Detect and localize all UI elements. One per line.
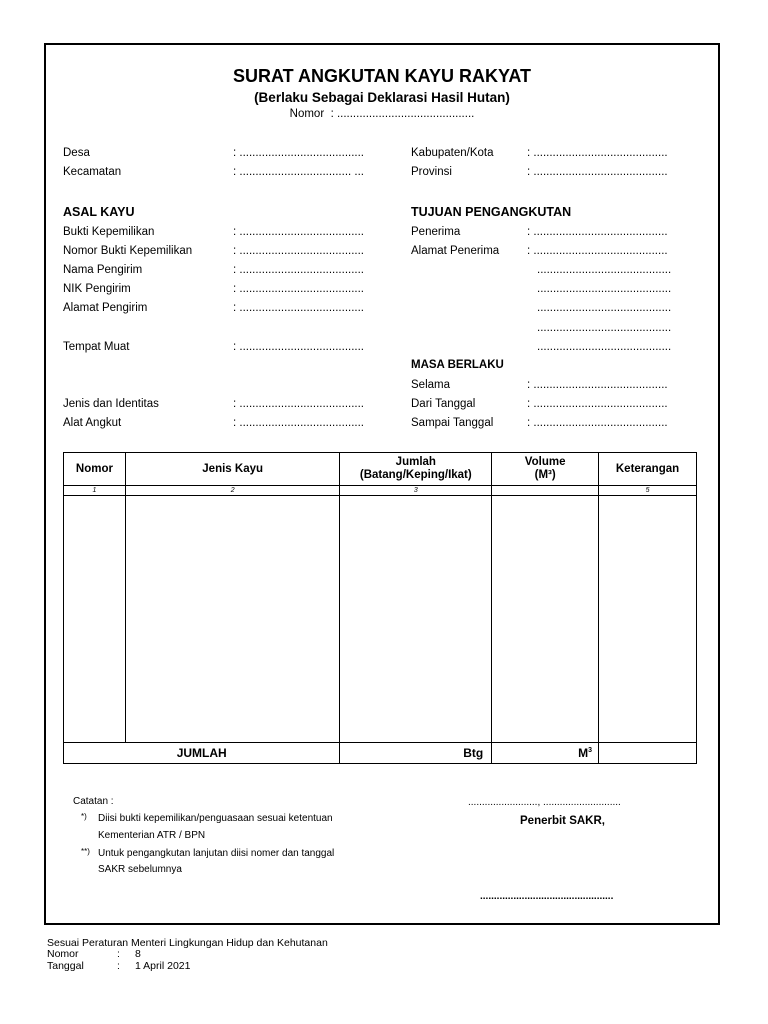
footer-nomor-colon: : (117, 948, 120, 960)
jenis-identitas-label: Jenis dan Identitas (63, 398, 159, 410)
cell-jenis-kayu[interactable] (125, 496, 339, 743)
cell-jumlah[interactable] (340, 496, 492, 743)
alat-angkut-field: : ....................................... (233, 417, 364, 429)
nik-pengirim-field: : ....................................... (233, 283, 364, 295)
bukti-kepemilikan-field: : ....................................... (233, 226, 364, 238)
note-1-line-2: Kementerian ATR / BPN (98, 830, 206, 841)
alamat-penerima-cont-1: .......................................... (537, 264, 672, 276)
note-2-line-1: Untuk pengangkutan lanjutan diisi nomer dan tanggal (98, 848, 335, 859)
tempat-muat-field: : ....................................... (233, 341, 364, 353)
signature-line: ................................................ (480, 891, 614, 902)
cell-volume[interactable] (492, 496, 599, 743)
alamat-pengirim-field: : ....................................... (233, 302, 364, 314)
col-header-volume-line1: Volume (524, 456, 566, 468)
desa-field: : ....................................... (233, 147, 364, 159)
penerima-field: : .......................................... (527, 226, 668, 238)
masa-berlaku-heading: MASA BERLAKU (411, 359, 504, 371)
form-title: SURAT ANGKUTAN KAYU RAKYAT (232, 66, 531, 86)
col-number-3: 3 (340, 486, 492, 496)
tujuan-heading: TUJUAN PENGANGKUTAN (411, 205, 572, 219)
alat-angkut-label: Alat Angkut (63, 417, 122, 429)
place-date-field: ........................., ............................ (468, 797, 621, 808)
note-1-line-1: Diisi bukti kepemilikan/penguasaan sesuai ketentuan (98, 813, 333, 824)
kecamatan-label: Kecamatan (63, 166, 122, 178)
jenis-identitas-field: : ....................................... (233, 398, 364, 410)
col-header-jumlah (340, 453, 492, 486)
selama-field: : .......................................... (527, 379, 668, 391)
total-label: JUMLAH (64, 743, 340, 764)
total-keterangan (599, 743, 697, 764)
alamat-penerima-cont-5: .......................................... (537, 341, 672, 353)
alamat-penerima-cont-2: .......................................... (537, 283, 672, 295)
total-volume-unit (492, 743, 599, 764)
asal-kayu-heading: ASAL KAYU (63, 205, 135, 219)
catatan-label: Catatan : (73, 796, 114, 807)
cell-keterangan[interactable] (599, 496, 697, 743)
col-header-nomor: Nomor (64, 453, 126, 486)
col-number-4 (492, 486, 599, 496)
bukti-kepemilikan-label: Bukti Kepemilikan (63, 226, 155, 238)
nomor-bukti-field: : ....................................... (233, 245, 364, 257)
form-number-label: Nomor (289, 108, 325, 120)
col-header-volume-line2: (M³) (534, 469, 556, 481)
nik-pengirim-label: NIK Pengirim (63, 283, 131, 295)
items-table (63, 452, 697, 764)
sampai-tanggal-field: : .......................................... (527, 417, 668, 429)
issuer-label: Penerbit SAKR, (520, 815, 605, 827)
alamat-pengirim-label: Alamat Pengirim (63, 302, 148, 314)
footer-nomor-label: Nomor (47, 948, 79, 960)
note-marker-2: **) (81, 847, 90, 856)
col-header-jenis-kayu: Jenis Kayu (125, 453, 339, 486)
kabupaten-field: : .......................................... (527, 147, 668, 159)
dari-tanggal-label: Dari Tanggal (411, 398, 476, 410)
col-number-1: 1 (64, 486, 126, 496)
footer-tanggal-value: 1 April 2021 (135, 960, 191, 972)
alamat-penerima-cont-4: .......................................... (537, 322, 672, 334)
footer-nomor-value: 8 (135, 948, 141, 960)
column-number-row (64, 486, 697, 496)
dari-tanggal-field: : .......................................... (527, 398, 668, 410)
total-m-unit: M (578, 746, 589, 760)
alamat-penerima-label: Alamat Penerima (411, 245, 500, 257)
tempat-muat-label: Tempat Muat (63, 341, 130, 353)
nama-pengirim-field: : ....................................... (233, 264, 364, 276)
note-marker-1: *) (81, 812, 87, 821)
form-subtitle: (Berlaku Sebagai Deklarasi Hasil Hutan) (254, 90, 510, 105)
desa-label: Desa (63, 147, 90, 159)
kabupaten-label: Kabupaten/Kota (411, 147, 494, 159)
footer-regulation: Sesuai Peraturan Menteri Lingkungan Hidup dan Kehutanan (47, 937, 328, 949)
nomor-bukti-label: Nomor Bukti Kepemilikan (63, 245, 193, 257)
table-total-row (64, 743, 697, 764)
note-2-line-2: SAKR sebelumnya (98, 864, 182, 875)
table-body-row (64, 496, 697, 743)
alamat-penerima-cont-3: .......................................... (537, 302, 672, 314)
nama-pengirim-label: Nama Pengirim (63, 264, 143, 276)
provinsi-label: Provinsi (411, 166, 452, 178)
form-number-value: : ........................................... (330, 108, 475, 120)
penerima-label: Penerima (411, 226, 461, 238)
selama-label: Selama (411, 379, 450, 391)
provinsi-field: : .......................................... (527, 166, 668, 178)
alamat-penerima-field: : .......................................... (527, 245, 668, 257)
cell-nomor[interactable] (64, 496, 126, 743)
col-number-2: 2 (125, 486, 339, 496)
col-number-5: 5 (599, 486, 697, 496)
col-header-volume (492, 453, 599, 486)
footer-tanggal-colon: : (117, 960, 120, 972)
table-header-row (64, 453, 697, 486)
kecamatan-field: : ................................... ... (233, 166, 364, 178)
form-number-line (0, 108, 764, 120)
footer-tanggal-label: Tanggal (47, 960, 84, 972)
total-m-superscript: 3 (588, 747, 593, 754)
sampai-tanggal-label: Sampai Tanggal (411, 417, 494, 429)
col-header-jumlah-line2: (Batang/Keping/Ikat) (359, 469, 472, 481)
total-btg-unit: Btg (340, 743, 492, 764)
col-header-jumlah-line1: Jumlah (395, 456, 436, 468)
col-header-keterangan: Keterangan (599, 453, 697, 486)
